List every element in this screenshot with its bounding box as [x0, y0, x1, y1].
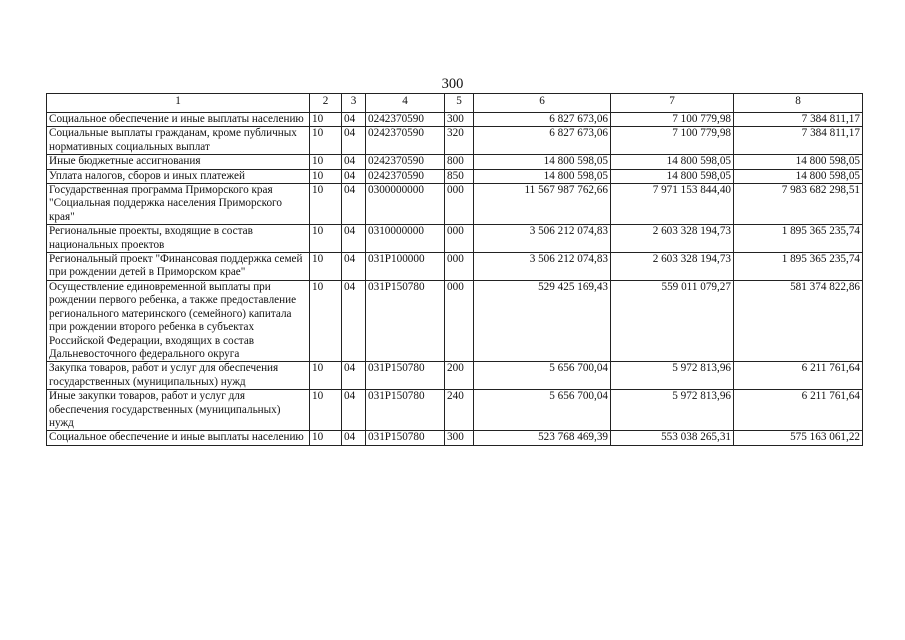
expense-type-code: 000 — [445, 280, 474, 361]
row-name: Иные бюджетные ассигнования — [47, 155, 310, 169]
amount-col-7: 5 972 813,96 — [611, 390, 734, 431]
table-row — [47, 253, 863, 281]
column-header-5: 5 — [445, 94, 474, 113]
table-row — [47, 169, 863, 183]
amount-col-6: 5 656 700,04 — [474, 362, 611, 390]
amount-col-7: 553 038 265,31 — [611, 431, 734, 445]
amount-col-6: 14 800 598,05 — [474, 169, 611, 183]
column-header-7: 7 — [611, 94, 734, 113]
section-code: 10 — [310, 431, 342, 445]
expense-type-code: 200 — [445, 362, 474, 390]
header-row — [47, 94, 863, 113]
table-row — [47, 390, 863, 431]
amount-col-7: 7 100 779,98 — [611, 127, 734, 155]
section-code: 10 — [310, 169, 342, 183]
subsection-code: 04 — [342, 253, 366, 281]
expense-type-code: 300 — [445, 431, 474, 445]
table-row — [47, 155, 863, 169]
budget-table — [46, 93, 863, 446]
section-code: 10 — [310, 184, 342, 225]
amount-col-6: 6 827 673,06 — [474, 113, 611, 127]
subsection-code: 04 — [342, 280, 366, 361]
table-row — [47, 280, 863, 361]
amount-col-6: 14 800 598,05 — [474, 155, 611, 169]
subsection-code: 04 — [342, 155, 366, 169]
table-row — [47, 113, 863, 127]
row-name: Региональный проект "Финансовая поддержка семей при рождении детей в Приморском крае" — [47, 253, 310, 281]
target-article-code: 0242370590 — [366, 169, 445, 183]
amount-col-8: 14 800 598,05 — [734, 155, 863, 169]
amount-col-6: 3 506 212 074,83 — [474, 253, 611, 281]
section-code: 10 — [310, 280, 342, 361]
amount-col-6: 6 827 673,06 — [474, 127, 611, 155]
amount-col-7: 559 011 079,27 — [611, 280, 734, 361]
section-code: 10 — [310, 362, 342, 390]
target-article-code: 031P150780 — [366, 431, 445, 445]
column-header-6: 6 — [474, 94, 611, 113]
expense-type-code: 800 — [445, 155, 474, 169]
section-code: 10 — [310, 390, 342, 431]
row-name: Государственная программа Приморского края "Социальная поддержка населения Приморского края" — [47, 184, 310, 225]
expense-type-code: 320 — [445, 127, 474, 155]
amount-col-8: 581 374 822,86 — [734, 280, 863, 361]
row-name: Социальное обеспечение и иные выплаты населению — [47, 113, 310, 127]
amount-col-6: 529 425 169,43 — [474, 280, 611, 361]
amount-col-6: 523 768 469,39 — [474, 431, 611, 445]
target-article-code: 0300000000 — [366, 184, 445, 225]
subsection-code: 04 — [342, 113, 366, 127]
amount-col-8: 1 895 365 235,74 — [734, 253, 863, 281]
column-header-2: 2 — [310, 94, 342, 113]
target-article-code: 031P150780 — [366, 362, 445, 390]
target-article-code: 031P150780 — [366, 390, 445, 431]
amount-col-6: 11 567 987 762,66 — [474, 184, 611, 225]
amount-col-8: 6 211 761,64 — [734, 362, 863, 390]
row-name: Социальное обеспечение и иные выплаты населению — [47, 431, 310, 445]
amount-col-8: 6 211 761,64 — [734, 390, 863, 431]
column-header-4: 4 — [366, 94, 445, 113]
expense-type-code: 000 — [445, 184, 474, 225]
section-code: 10 — [310, 127, 342, 155]
expense-type-code: 000 — [445, 253, 474, 281]
amount-col-8: 14 800 598,05 — [734, 169, 863, 183]
subsection-code: 04 — [342, 169, 366, 183]
expense-type-code: 300 — [445, 113, 474, 127]
target-article-code: 0310000000 — [366, 225, 445, 253]
row-name: Региональные проекты, входящие в состав национальных проектов — [47, 225, 310, 253]
row-name: Иные закупки товаров, работ и услуг для обеспечения государственных (муниципальных) нужд — [47, 390, 310, 431]
expense-type-code: 000 — [445, 225, 474, 253]
amount-col-7: 14 800 598,05 — [611, 155, 734, 169]
subsection-code: 04 — [342, 225, 366, 253]
subsection-code: 04 — [342, 362, 366, 390]
target-article-code: 0242370590 — [366, 127, 445, 155]
expense-type-code: 850 — [445, 169, 474, 183]
page-number: 300 — [441, 76, 464, 92]
section-code: 10 — [310, 113, 342, 127]
amount-col-8: 7 384 811,17 — [734, 127, 863, 155]
row-name: Социальные выплаты гражданам, кроме публичных нормативных социальных выплат — [47, 127, 310, 155]
amount-col-8: 7 384 811,17 — [734, 113, 863, 127]
expense-type-code: 240 — [445, 390, 474, 431]
section-code: 10 — [310, 253, 342, 281]
table-body — [47, 113, 863, 446]
amount-col-6: 3 506 212 074,83 — [474, 225, 611, 253]
row-name: Закупка товаров, работ и услуг для обеспечения государственных (муниципальных) нужд — [47, 362, 310, 390]
column-header-8: 8 — [734, 94, 863, 113]
amount-col-6: 5 656 700,04 — [474, 390, 611, 431]
target-article-code: 031P100000 — [366, 253, 445, 281]
subsection-code: 04 — [342, 127, 366, 155]
amount-col-8: 575 163 061,22 — [734, 431, 863, 445]
target-article-code: 031P150780 — [366, 280, 445, 361]
amount-col-7: 5 972 813,96 — [611, 362, 734, 390]
amount-col-7: 7 971 153 844,40 — [611, 184, 734, 225]
row-name: Уплата налогов, сборов и иных платежей — [47, 169, 310, 183]
table-row — [47, 127, 863, 155]
subsection-code: 04 — [342, 390, 366, 431]
target-article-code: 0242370590 — [366, 113, 445, 127]
row-name: Осуществление единовременной выплаты при рождении первого ребенка, а также предоставление регионального материнского (семейного) капитала при рождении второго ребенка в субъектах Российской Федерации, входящих в состав Дальневосточного федерального округа — [47, 280, 310, 361]
target-article-code: 0242370590 — [366, 155, 445, 169]
amount-col-7: 2 603 328 194,73 — [611, 253, 734, 281]
column-header-3: 3 — [342, 94, 366, 113]
amount-col-8: 7 983 682 298,51 — [734, 184, 863, 225]
amount-col-7: 2 603 328 194,73 — [611, 225, 734, 253]
table-row — [47, 184, 863, 225]
table-row — [47, 362, 863, 390]
section-code: 10 — [310, 225, 342, 253]
subsection-code: 04 — [342, 184, 366, 225]
table-row — [47, 225, 863, 253]
section-code: 10 — [310, 155, 342, 169]
column-header-1: 1 — [47, 94, 310, 113]
amount-col-7: 7 100 779,98 — [611, 113, 734, 127]
subsection-code: 04 — [342, 431, 366, 445]
amount-col-7: 14 800 598,05 — [611, 169, 734, 183]
table-row — [47, 431, 863, 445]
amount-col-8: 1 895 365 235,74 — [734, 225, 863, 253]
